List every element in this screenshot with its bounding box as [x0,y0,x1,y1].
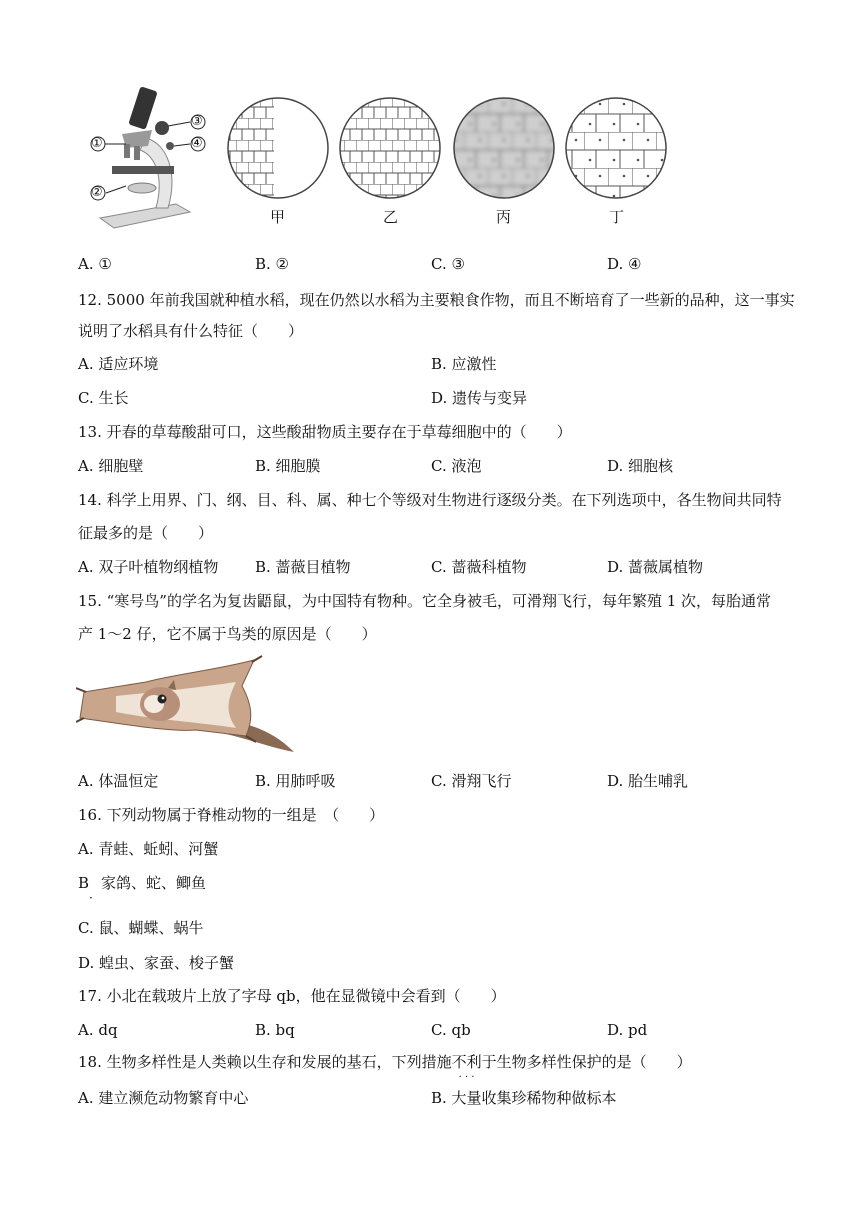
q12-option-c: C. 生长 [78,389,129,407]
q17-option-a: A. dq [78,1021,118,1039]
q11-option-d: D. ④ [607,255,642,273]
q17-option-c: C. qb [431,1021,471,1039]
q14-option-d: D. 蔷薇属植物 [607,558,704,576]
diagram-label-1: ① [91,136,103,151]
q18-option-b: B. 大量收集珍稀物种做标本 [431,1089,617,1107]
q12-option-a: A. 适应环境 [78,355,159,373]
q14-option-c: C. 蔷薇科植物 [431,558,527,576]
q16-option-a: A. 青蛙、蚯蚓、河蟹 [78,840,219,858]
q14-option-b: B. 蔷薇目植物 [255,558,351,576]
q12-stem-line2: 说明了水稻具有什么特征（ ） [78,322,304,340]
q18-stem [78,1052,692,1083]
q16-option-b-dot: · [89,891,93,905]
q18-stem-part1: 18. 生物多样性是人类赖以生存和发展的基石，下列措施 [78,1053,452,1071]
view-label-ding: 丁 [609,208,625,226]
view-label-jia: 甲 [270,208,286,226]
q18-option-a: A. 建立濒危动物繁育中心 [78,1089,249,1107]
q18-emphasis-text: 不利于 [451,1053,497,1071]
q15-stem-line1: 15. “寒号鸟”的学名为复齿鼯鼠，为中国特有物种。它全身被毛，可滑翔飞行，每年繁殖 1 次，每胎通常 [78,592,772,610]
q13-option-d: D. 细胞核 [607,457,674,475]
q12-stem-line1: 12. 5000 年前我国就种植水稻，现在仍然以水稻为主要粮食作物，而且不断培育了一些新的品种，这一事实 [78,291,795,309]
q15-option-b: B. 用肺呼吸 [255,772,336,790]
q13-stem: 13. 开春的草莓酸甜可口，这些酸甜物质主要存在于草莓细胞中的（ ） [78,423,572,441]
q15-stem-line2: 产 1～2 仔，它不属于鸟类的原因是（ ） [78,625,377,643]
diagram-label-2: ② [91,185,103,200]
q14-stem-line1: 14. 科学上用界、门、纲、目、科、属、种七个等级对生物进行逐级分类。在下列选项中，各生物间共同特 [78,491,782,509]
q15-option-d: D. 胎生哺乳 [607,772,689,790]
view-label-bing: 丙 [496,208,512,226]
q18-stem-part2: 生物多样性保护的是（ ） [496,1053,692,1071]
q16-stem: 16. 下列动物属于脊椎动物的一组是 （ ） [78,806,385,824]
q14-stem-line2: 征最多的是（ ） [78,524,214,542]
q11-option-a: A. ① [78,255,112,273]
q17-option-d: D. pd [607,1021,648,1039]
q17-option-b: B. bq [255,1021,295,1039]
q11-option-c: C. ③ [431,255,465,273]
q12-option-d: D. 遗传与变异 [431,389,528,407]
diagram-label-3: ③ [191,114,203,129]
q16-option-c: C. 鼠、蝴蝶、蜗牛 [78,919,204,937]
diagram-label-4: ④ [191,136,203,151]
flying-squirrel-image [76,652,298,762]
microscope-views [224,96,684,206]
q16-option-d: D. 蝗虫、家蚕、梭子蟹 [78,954,235,972]
q13-option-a: A. 细胞壁 [78,457,144,475]
q14-option-a: A. 双子叶植物纲植物 [78,558,219,576]
q18-emphasis [451,1053,497,1083]
q13-option-c: C. 液泡 [431,457,482,475]
q16-option-b-text: 家鸽、蛇、鲫鱼 [101,874,207,892]
q18-emphasis-dots: · · · [458,1072,475,1083]
q15-option-a: A. 体温恒定 [78,772,159,790]
q15-option-c: C. 滑翔飞行 [431,772,512,790]
q11-option-b: B. ② [255,255,290,273]
q16-option-b-letter: B [78,874,90,892]
q17-stem: 17. 小北在载玻片上放了字母 qb，他在显微镜中会看到（ ） [78,987,506,1005]
q13-option-b: B. 细胞膜 [255,457,321,475]
microscope-figure [86,78,216,238]
view-label-yi: 乙 [383,208,399,226]
q12-option-b: B. 应激性 [431,355,497,373]
